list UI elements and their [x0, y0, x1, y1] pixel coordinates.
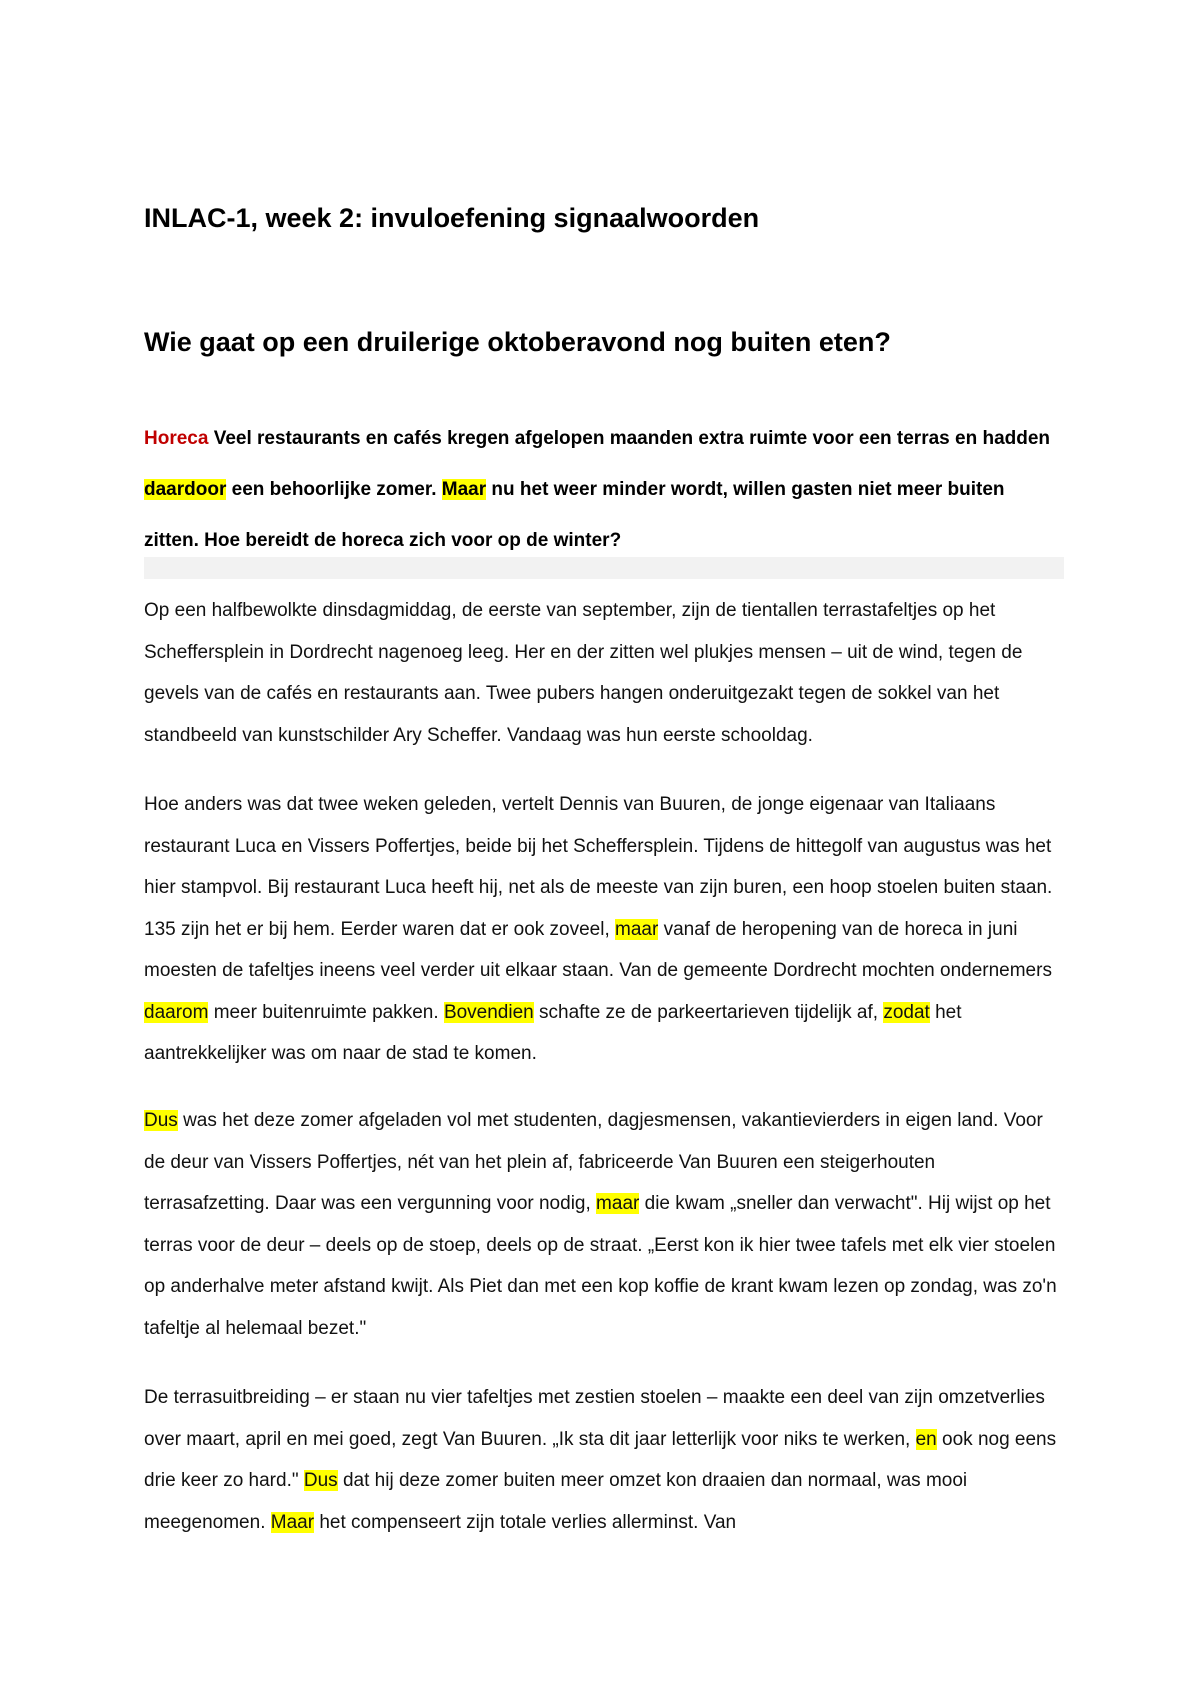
- paragraph-text: meer buitenruimte pakken.: [208, 1001, 444, 1023]
- paragraph-text: De terrasuitbreiding – er staan nu vier tafeltjes met zestien stoelen – maakte een deel van zijn omzetverlies over maart, april en mei goed, zegt Van Buuren. „Ik sta dit jaar letterlijk voor niks te werken,: [144, 1387, 1045, 1450]
- lead-kicker: Horeca: [144, 428, 209, 449]
- signal-word-highlight: maar: [615, 918, 659, 940]
- signal-word-highlight: Bovendien: [443, 1001, 534, 1023]
- paragraph-text: schafte ze de parkeertarieven tijdelijk af,: [533, 1001, 884, 1023]
- signal-word-highlight: daardoor: [144, 479, 227, 500]
- paragraph-text: ook nog eens drie keer zo hard.": [144, 1428, 1057, 1491]
- lead-text: nu het weer minder wordt, willen gasten niet meer buiten zitten. Hoe bereidt de horeca zich voor op de winter?: [144, 479, 1005, 551]
- signal-word-highlight: daarom: [144, 1001, 209, 1023]
- body-paragraph-1: [144, 590, 1064, 756]
- body-paragraph-2: [144, 784, 1064, 1075]
- lead-text: een behoorlijke zomer.: [226, 479, 442, 500]
- article-title: Wie gaat op een druilerige oktoberavond nog buiten eten?: [144, 327, 891, 357]
- paragraph-text: het compenseert zijn totale verlies allerminst. Van: [314, 1511, 737, 1533]
- paragraph-text: die kwam „sneller dan verwacht". Hij wijst op het terras voor de deur – deels op de stoep, deels op de straat. „Eerst kon ik hier twee tafels met elk vier stoelen op anderhalve meter afstand kwijt. Als Piet dan met een kop koffie de krant kwam lezen op zondag, was zo'n tafeltje al helemaal bezet.": [144, 1193, 1057, 1339]
- signal-word-highlight: Maar: [441, 479, 487, 500]
- signal-word-highlight: Maar: [270, 1511, 315, 1533]
- lead-paragraph: [144, 413, 1064, 566]
- signal-word-highlight: Dus: [144, 1110, 178, 1131]
- body-paragraph-4: [144, 1377, 1064, 1543]
- signal-word-highlight: en: [915, 1428, 937, 1450]
- paragraph-text: vanaf de heropening van de horeca in juni moesten de tafeltjes ineens veel verder uit elkaar staan. Van de gemeente Dordrecht mochten ondernemers: [144, 918, 1052, 981]
- signal-word-highlight: Dus: [303, 1470, 338, 1491]
- paragraph-text: Op een halfbewolkte dinsdagmiddag, de eerste van september, zijn de tientallen terrastafeltjes op het Scheffersplein in Dordrecht nagenoeg leeg. Her en der zitten wel plukjes mensen – uit de wind, tegen de gevels van de cafés en restaurants aan. Twee pubers hangen onderuitgezakt tegen de sokkel van het standbeeld van kunstschilder Ary Scheffer. Vandaag was hun eerste schooldag.: [144, 600, 1023, 746]
- paragraph-text: dat hij deze zomer buiten meer omzet kon draaien dan normaal, was mooi meegenomen.: [144, 1470, 968, 1533]
- lead-text: Veel restaurants en cafés kregen afgelopen maanden extra ruimte voor een terras en hadden: [208, 428, 1051, 449]
- document-title: INLAC-1, week 2: invuloefening signaalwoorden: [144, 203, 760, 233]
- paragraph-text: Hoe anders was dat twee weken geleden, vertelt Dennis van Buuren, de jonge eigenaar van Italiaans restaurant Luca en Vissers Poffertjes, beide bij het Scheffersplein. Tijdens de hittegolf van augustus was het hier stampvol. Bij restaurant Luca heeft hij, net als de meeste van zijn buren, een hoop stoelen buiten staan. 135 zijn het er bij hem. Eerder waren dat er ook zoveel,: [144, 794, 1053, 940]
- signal-word-highlight: zodat: [883, 1001, 930, 1023]
- paragraph-text: was het deze zomer afgeladen vol met studenten, dagjesmensen, vakantievierders in eigen land. Voor de deur van Vissers Poffertjes, nét van het plein af, fabriceerde Van Buuren een steigerhouten terrasafzetting. Daar was een vergunning voor nodig,: [144, 1110, 1043, 1214]
- section-divider: [144, 557, 1064, 579]
- paragraph-text: het aantrekkelijker was om naar de stad te komen.: [144, 1001, 962, 1064]
- signal-word-highlight: maar: [596, 1193, 640, 1214]
- body-paragraph-3: [144, 1100, 1064, 1349]
